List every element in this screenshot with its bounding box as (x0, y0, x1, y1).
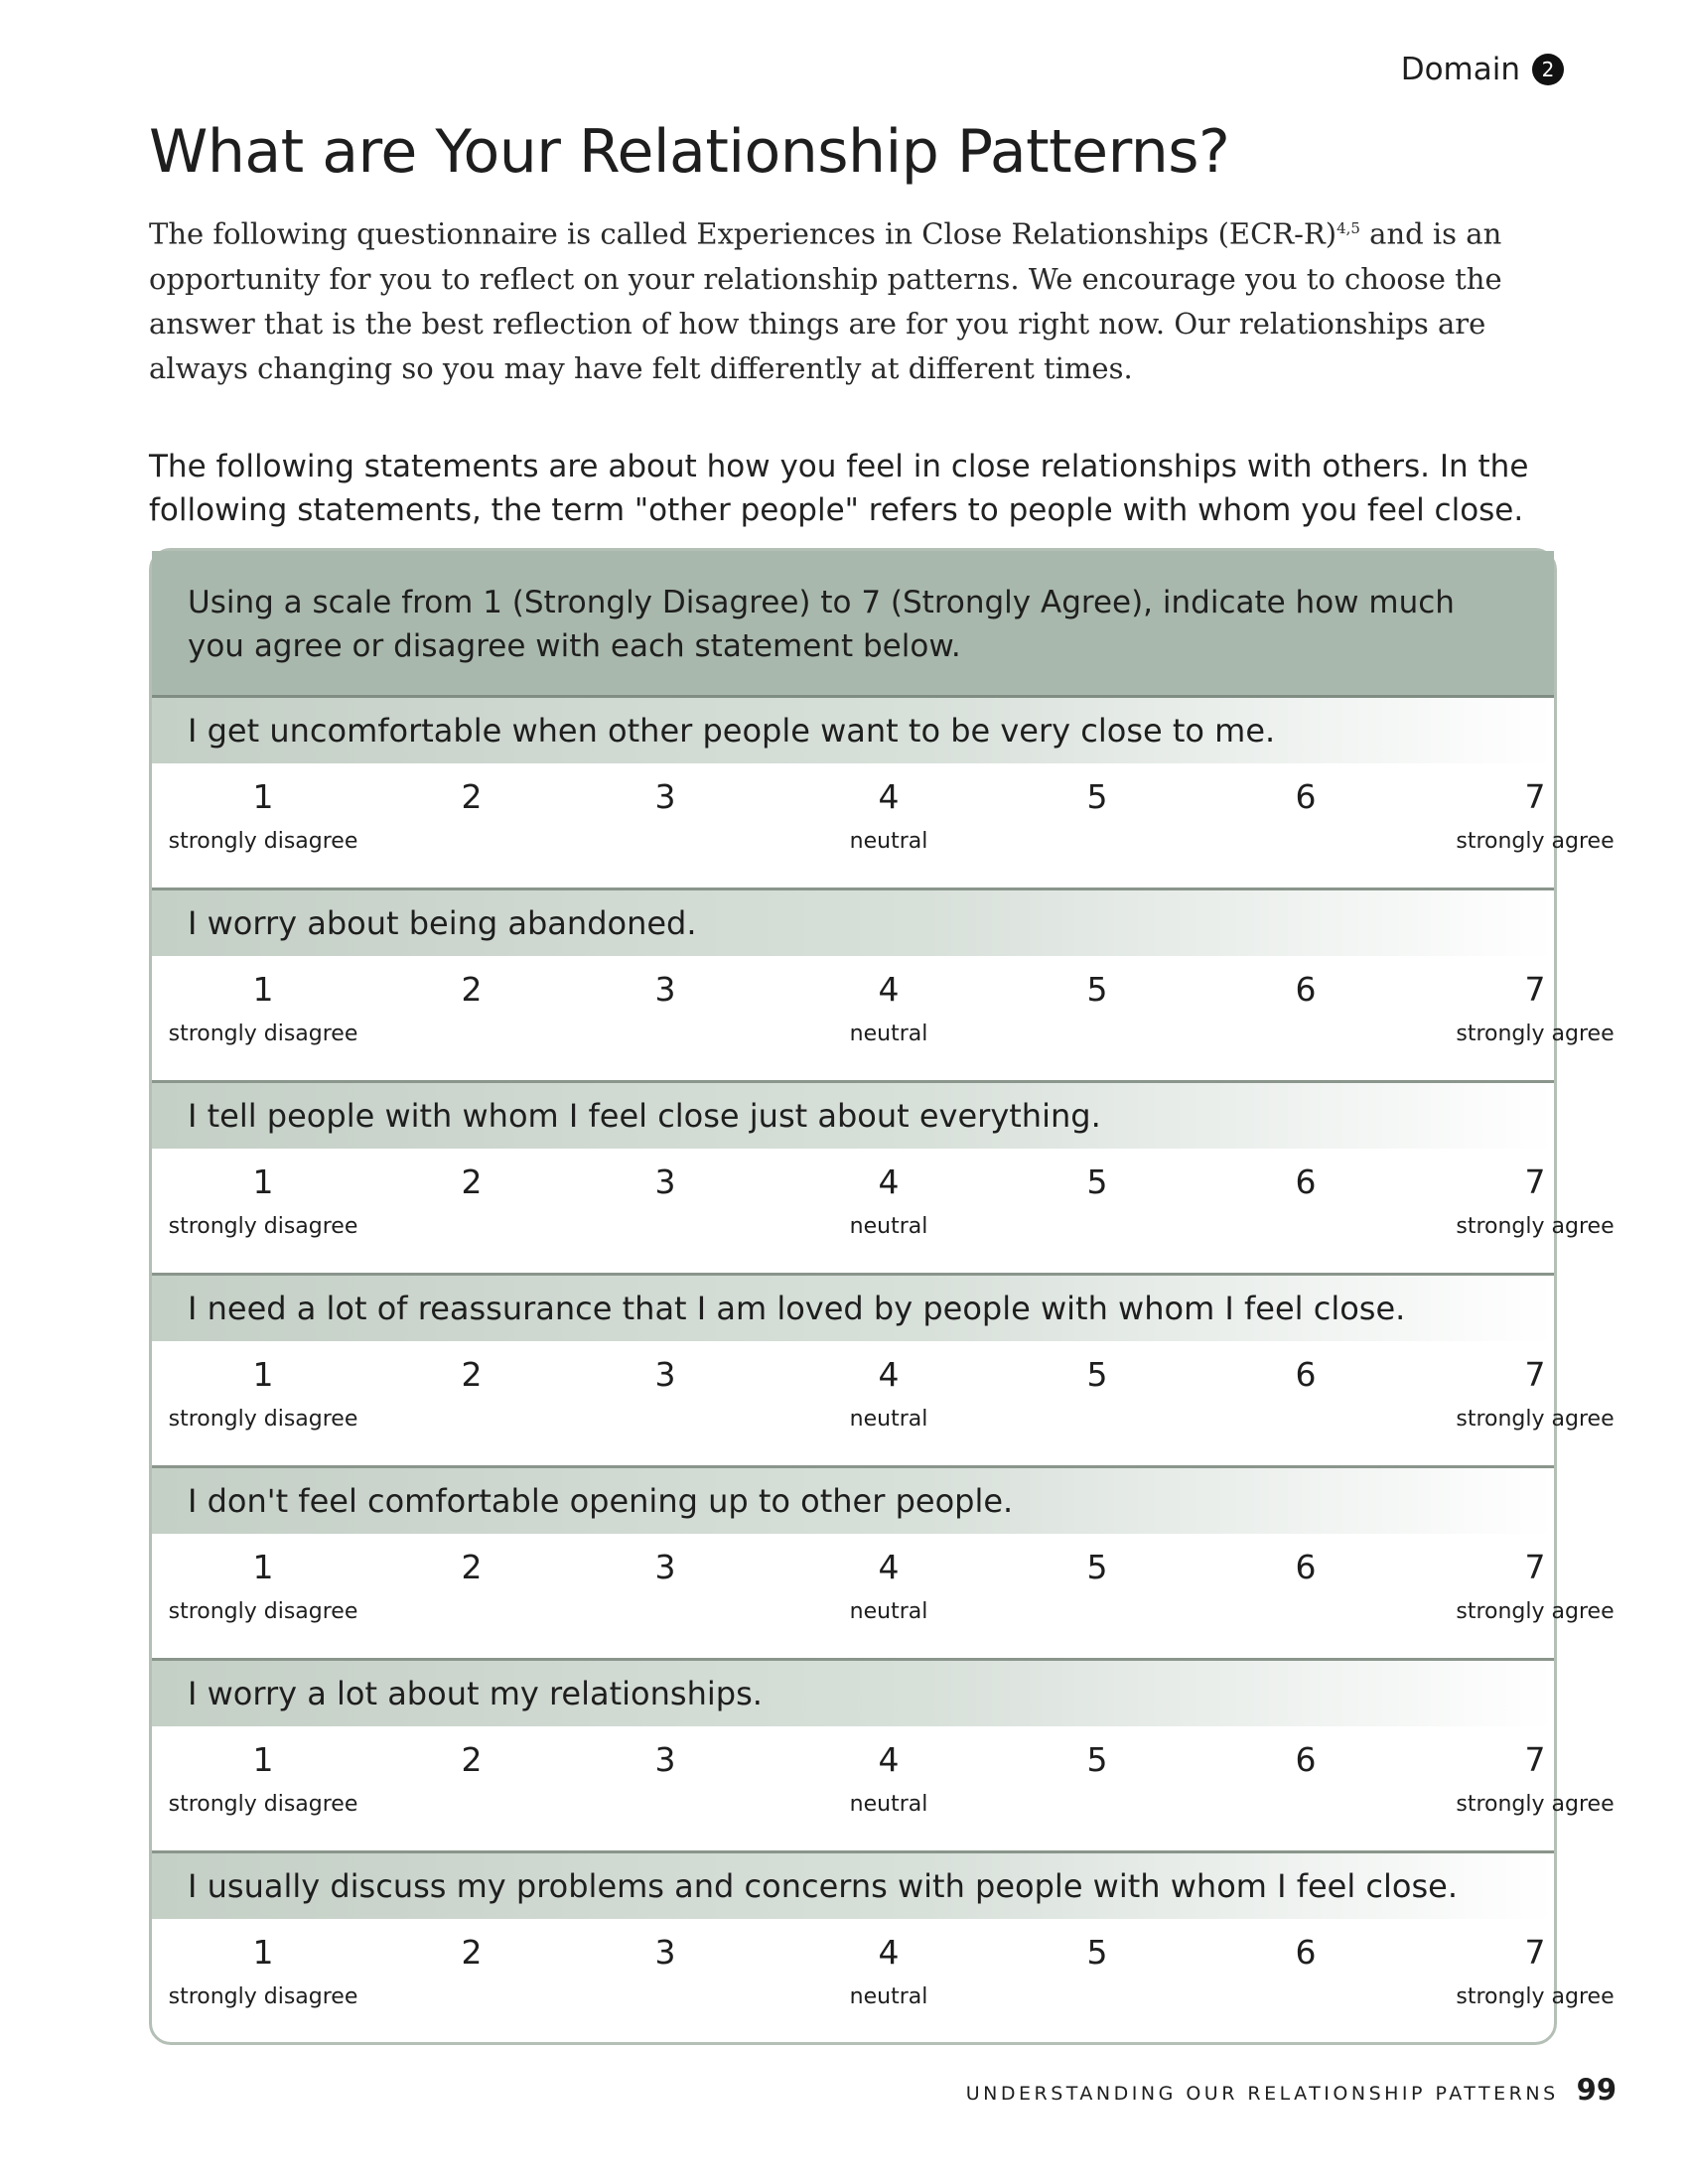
rating-number: 5 (1086, 777, 1108, 816)
rating-option-6[interactable] (1296, 1160, 1317, 1204)
rating-option-3[interactable] (655, 1160, 676, 1204)
rating-number: 1 (252, 1933, 274, 1972)
rating-option-1[interactable] (169, 1546, 358, 1627)
rating-number: 1 (252, 1548, 274, 1586)
rating-option-4[interactable] (850, 775, 928, 857)
question-statement: I worry about being abandoned. (152, 890, 1554, 956)
rating-anchor-label: strongly disagree (168, 1792, 358, 1817)
rating-number: 1 (252, 1355, 274, 1394)
rating-option-4[interactable] (850, 1931, 928, 2012)
rating-number: 4 (878, 1355, 900, 1394)
instructions-paragraph: The following statements are about how you feel in close relationships with others. In the following statements, the term "other people" refers to people with whom you feel close. (149, 449, 1529, 528)
rating-option-7[interactable] (1456, 968, 1614, 1049)
rating-number: 5 (1086, 1162, 1108, 1201)
rating-anchor-label: neutral (849, 1984, 928, 2009)
rating-anchor-label: neutral (849, 829, 928, 854)
rating-number: 7 (1524, 1548, 1546, 1586)
rating-option-3[interactable] (655, 1353, 676, 1397)
rating-number: 1 (252, 970, 274, 1009)
rating-anchor-label: strongly agree (1456, 1407, 1615, 1432)
rating-number: 4 (878, 970, 900, 1009)
rating-option-6[interactable] (1296, 1546, 1317, 1589)
rating-number: 2 (461, 777, 483, 816)
rating-option-2[interactable] (462, 1546, 483, 1589)
rating-number: 5 (1086, 1548, 1108, 1586)
rating-option-6[interactable] (1296, 775, 1317, 819)
rating-anchor-label: strongly agree (1456, 1022, 1615, 1046)
rating-number: 5 (1086, 1933, 1108, 1972)
rating-number: 4 (878, 1162, 900, 1201)
footer-section-title: UNDERSTANDING OUR RELATIONSHIP PATTERNS (965, 2083, 1559, 2105)
rating-option-5[interactable] (1087, 1738, 1108, 1782)
rating-number: 3 (654, 1355, 676, 1394)
rating-anchor-label: strongly disagree (168, 1599, 358, 1624)
rating-anchor-label: strongly disagree (168, 1984, 358, 2009)
rating-anchor-label: strongly disagree (168, 1022, 358, 1046)
domain-number-badge: 2 (1532, 54, 1564, 85)
rating-number: 6 (1295, 1548, 1317, 1586)
rating-option-2[interactable] (462, 1160, 483, 1204)
rating-option-7[interactable] (1456, 775, 1614, 857)
rating-number: 4 (878, 1740, 900, 1779)
question-item (152, 698, 1615, 890)
rating-option-7[interactable] (1456, 1353, 1614, 1434)
rating-option-4[interactable] (850, 1160, 928, 1242)
rating-scale (152, 956, 1615, 1083)
rating-anchor-label: neutral (849, 1214, 928, 1239)
rating-option-4[interactable] (850, 1546, 928, 1627)
rating-option-5[interactable] (1087, 1931, 1108, 1975)
rating-option-1[interactable] (169, 775, 358, 857)
rating-option-1[interactable] (169, 1160, 358, 1242)
rating-number: 2 (461, 1740, 483, 1779)
rating-number: 5 (1086, 1740, 1108, 1779)
rating-option-5[interactable] (1087, 1546, 1108, 1589)
rating-anchor-label: neutral (849, 1792, 928, 1817)
rating-option-3[interactable] (655, 775, 676, 819)
rating-anchor-label: strongly disagree (168, 829, 358, 854)
rating-number: 7 (1524, 1933, 1546, 1972)
rating-option-3[interactable] (655, 1738, 676, 1782)
question-statement: I need a lot of reassurance that I am loved by people with whom I feel close. (152, 1276, 1554, 1341)
rating-option-7[interactable] (1456, 1546, 1614, 1627)
rating-anchor-label: strongly agree (1456, 1984, 1615, 2009)
rating-option-3[interactable] (655, 968, 676, 1012)
rating-number: 5 (1086, 1355, 1108, 1394)
rating-option-2[interactable] (462, 1738, 483, 1782)
domain-label (1401, 52, 1564, 87)
rating-number: 1 (252, 1740, 274, 1779)
page-title: What are Your Relationship Patterns? (149, 117, 1230, 187)
rating-number: 3 (654, 1548, 676, 1586)
rating-anchor-label: strongly agree (1456, 1792, 1615, 1817)
rating-anchor-label: neutral (849, 1599, 928, 1624)
domain-label-text: Domain (1400, 52, 1520, 87)
question-list (152, 698, 1615, 2046)
rating-scale (152, 1534, 1615, 1661)
rating-option-3[interactable] (655, 1546, 676, 1589)
rating-number: 4 (878, 1548, 900, 1586)
rating-number: 7 (1524, 1740, 1546, 1779)
question-item (152, 890, 1615, 1083)
intro-paragraph (149, 206, 1549, 391)
rating-number: 6 (1295, 1933, 1317, 1972)
rating-number: 7 (1524, 777, 1546, 816)
rating-option-1[interactable] (169, 1931, 358, 2012)
rating-number: 6 (1295, 1740, 1317, 1779)
rating-anchor-label: strongly disagree (168, 1407, 358, 1432)
rating-number: 3 (654, 1933, 676, 1972)
rating-number: 2 (461, 970, 483, 1009)
question-statement: I don't feel comfortable opening up to other people. (152, 1468, 1554, 1534)
rating-anchor-label: strongly agree (1456, 1214, 1615, 1239)
rating-option-2[interactable] (462, 1353, 483, 1397)
rating-number: 3 (654, 970, 676, 1009)
rating-number: 7 (1524, 970, 1546, 1009)
rating-option-3[interactable] (655, 1931, 676, 1975)
rating-option-5[interactable] (1087, 1160, 1108, 1204)
rating-number: 3 (654, 1162, 676, 1201)
rating-anchor-label: strongly agree (1456, 1599, 1615, 1624)
rating-number: 6 (1295, 1355, 1317, 1394)
rating-option-5[interactable] (1087, 1353, 1108, 1397)
rating-option-7[interactable] (1456, 1931, 1614, 2012)
scale-instruction: Using a scale from 1 (Strongly Disagree) to 7 (Strongly Agree), indicate how much you agree or disagree with each statement below. (152, 551, 1554, 698)
rating-scale (152, 1726, 1615, 1853)
rating-number: 1 (252, 1162, 274, 1201)
rating-option-2[interactable] (462, 968, 483, 1012)
rating-option-4[interactable] (850, 1738, 928, 1820)
rating-option-2[interactable] (462, 775, 483, 819)
rating-number: 7 (1524, 1162, 1546, 1201)
intro-citation: 4,5 (1336, 219, 1360, 237)
rating-scale (152, 1341, 1615, 1468)
rating-number: 2 (461, 1355, 483, 1394)
rating-number: 7 (1524, 1355, 1546, 1394)
rating-number: 3 (654, 1740, 676, 1779)
question-item (152, 1661, 1615, 1853)
rating-anchor-label: strongly disagree (168, 1214, 358, 1239)
rating-number: 4 (878, 777, 900, 816)
rating-option-4[interactable] (850, 1353, 928, 1434)
rating-anchor-label: neutral (849, 1022, 928, 1046)
rating-option-6[interactable] (1296, 1738, 1317, 1782)
rating-number: 2 (461, 1548, 483, 1586)
rating-scale (152, 1919, 1615, 2046)
rating-number: 2 (461, 1162, 483, 1201)
rating-number: 2 (461, 1933, 483, 1972)
rating-scale (152, 1149, 1615, 1276)
question-statement: I tell people with whom I feel close just about everything. (152, 1083, 1554, 1149)
intro-text-end: and is an opportunity for you to reflect on your relationship patterns. We encourage you to choose the answer that is the best reflection of how things are for you right now. Our relationships are always changing so you may have felt differently at different times. (149, 216, 1502, 385)
question-statement: I worry a lot about my relationships. (152, 1661, 1554, 1726)
rating-number: 3 (654, 777, 676, 816)
rating-option-7[interactable] (1456, 1160, 1614, 1242)
rating-number: 1 (252, 777, 274, 816)
rating-option-6[interactable] (1296, 968, 1317, 1012)
rating-anchor-label: strongly agree (1456, 829, 1615, 854)
rating-number: 4 (878, 1933, 900, 1972)
rating-option-1[interactable] (169, 1738, 358, 1820)
intro-text-start: The following questionnaire is called Experiences in Close Relationships (ECR-R) (149, 216, 1337, 251)
rating-option-2[interactable] (462, 1931, 483, 1975)
rating-option-6[interactable] (1296, 1931, 1317, 1975)
rating-number: 5 (1086, 970, 1108, 1009)
rating-option-4[interactable] (850, 968, 928, 1049)
rating-anchor-label: neutral (849, 1407, 928, 1432)
page-number: 99 (1576, 2073, 1617, 2107)
question-statement: I get uncomfortable when other people want to be very close to me. (152, 698, 1554, 763)
rating-number: 6 (1295, 1162, 1317, 1201)
question-item (152, 1468, 1615, 1661)
rating-option-1[interactable] (169, 1353, 358, 1434)
page-footer (966, 2073, 1617, 2107)
rating-number: 6 (1295, 777, 1317, 816)
rating-option-5[interactable] (1087, 775, 1108, 819)
question-item (152, 1083, 1615, 1276)
question-item (152, 1276, 1615, 1468)
rating-option-5[interactable] (1087, 968, 1108, 1012)
questionnaire (149, 548, 1615, 2045)
rating-scale (152, 763, 1615, 890)
rating-option-7[interactable] (1456, 1738, 1614, 1820)
rating-option-6[interactable] (1296, 1353, 1317, 1397)
question-statement: I usually discuss my problems and concerns with people with whom I feel close. (152, 1853, 1554, 1919)
rating-option-1[interactable] (169, 968, 358, 1049)
rating-number: 6 (1295, 970, 1317, 1009)
question-item (152, 1853, 1615, 2046)
